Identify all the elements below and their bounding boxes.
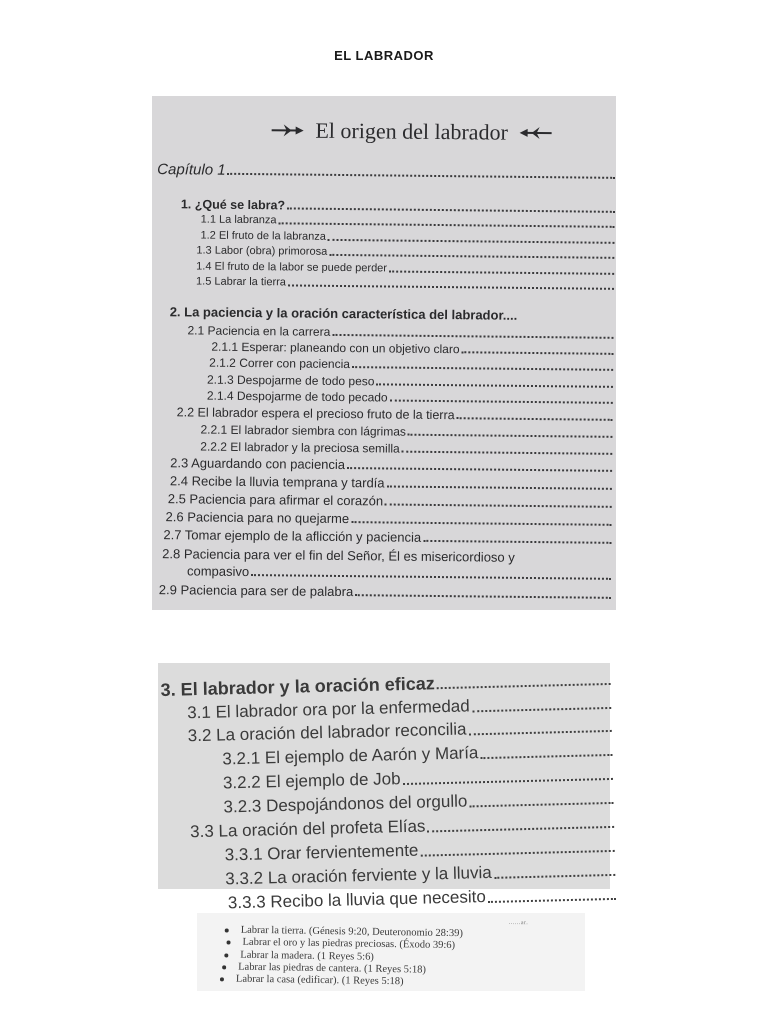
cut-off-text: ......ar. <box>508 919 529 927</box>
bullet-list <box>224 924 463 989</box>
bullet-icon <box>222 965 226 969</box>
toc-entry: 2.2.1 El labrador siembra con lágrimas <box>200 422 612 442</box>
toc-entry: 2.2.2 El labrador y la preciosa semilla <box>200 439 612 459</box>
toc-entry: 1.3 Labor (obra) primorosa <box>196 242 614 262</box>
list-item: Labrar el oro y las piedras preciosas. (Éxodo 39:6) <box>226 937 462 953</box>
document-title: EL LABRADOR <box>334 48 434 63</box>
toc-entry: 2.4 Recibe la lluvia temprana y tardía <box>170 473 612 494</box>
toc-entry: 3.2.2 El ejemplo de Job <box>223 763 613 795</box>
ornament-left-icon <box>269 123 305 137</box>
toc-entry: 3.1 El labrador ora por la enfermedad <box>187 692 611 724</box>
chapter-label: Capítulo 1 <box>157 162 615 183</box>
toc-entry: 3.3.1 Orar fervientemente <box>224 835 614 867</box>
toc-entry: 3.3.3 Recibo la lluvia que necesito <box>228 883 616 914</box>
toc-entry: 2.9 Paciencia para ser de palabra <box>159 582 611 603</box>
list-item: Labrar la tierra. (Génesis 9:20, Deuteronomio 28:39) <box>225 924 463 940</box>
toc-entry: 2.1.3 Despojarme de todo peso <box>207 372 613 392</box>
list-item: Labrar las piedras de cantera. (1 Reyes 5:18) <box>222 961 462 977</box>
toc-entry: 2.1.4 Despojarme de todo pecado <box>207 388 613 408</box>
toc-entry: 3.2.3 Despojándonos del orgullo <box>223 787 613 819</box>
bullet-icon <box>220 978 224 982</box>
toc-entry: 1.2 El fruto de la labranza <box>200 228 614 248</box>
toc-entry: 2.5 Paciencia para afirmar el corazón <box>168 491 612 512</box>
toc-entry: 1. ¿Qué se labra? <box>181 196 615 217</box>
toc-entry: compasivo <box>187 563 611 583</box>
bullet-icon <box>227 941 231 945</box>
toc-entry: 3. El labrador y la oración eficaz <box>160 668 610 701</box>
toc-entry: 2. La paciencia y la oración característica del labrador.... <box>169 304 518 323</box>
bullet-list-photo <box>197 913 585 991</box>
toc-entry: 2.8 Paciencia para ver el fin del Señor, Él es misericordioso y <box>162 546 515 565</box>
toc-entry: 2.6 Paciencia para no quejarme <box>166 509 612 530</box>
toc-entry: 2.3 Aguardando con paciencia <box>170 455 612 476</box>
toc-entry: 2.1.2 Correr con paciencia <box>209 355 613 375</box>
toc-photo-1 <box>152 96 616 610</box>
ornament-right-icon <box>518 126 554 140</box>
toc-entry: 3.2.1 El ejemplo de Aarón y María <box>222 739 612 771</box>
toc-entry: 2.2 El labrador espera el precioso fruto de la tierra <box>177 404 613 425</box>
book-heading <box>231 115 591 149</box>
bullet-icon <box>224 953 228 957</box>
toc-entry: 2.1 Paciencia en la carrera <box>187 322 613 342</box>
toc-entry: 1.4 El fruto de la labor se puede perder <box>196 258 614 278</box>
list-item: Labrar la madera. (1 Reyes 5:6) <box>224 949 462 965</box>
toc-entry: 3.3.2 La oración ferviente y la lluvia <box>225 859 615 891</box>
toc-entry: 2.1.1 Esperar: planeando con un objetivo claro <box>211 339 613 359</box>
toc-entry: 2.7 Tomar ejemplo de la aflicción y paciencia <box>163 527 611 548</box>
toc-entry: 1.1 La labranza <box>201 212 615 232</box>
toc-entry: 3.2 La oración del labrador reconcilia <box>188 715 612 747</box>
list-item: Labrar la casa (edificar). (1 Reyes 5:18) <box>220 974 462 990</box>
toc-entry: 1.5 Labrar la tierra <box>196 273 614 293</box>
bullet-icon <box>225 929 229 933</box>
toc-entry: 3.3 La oración del profeta Elías <box>190 811 614 843</box>
book-heading-text: El origen del labrador <box>315 117 508 145</box>
toc-photo-2 <box>158 663 610 913</box>
